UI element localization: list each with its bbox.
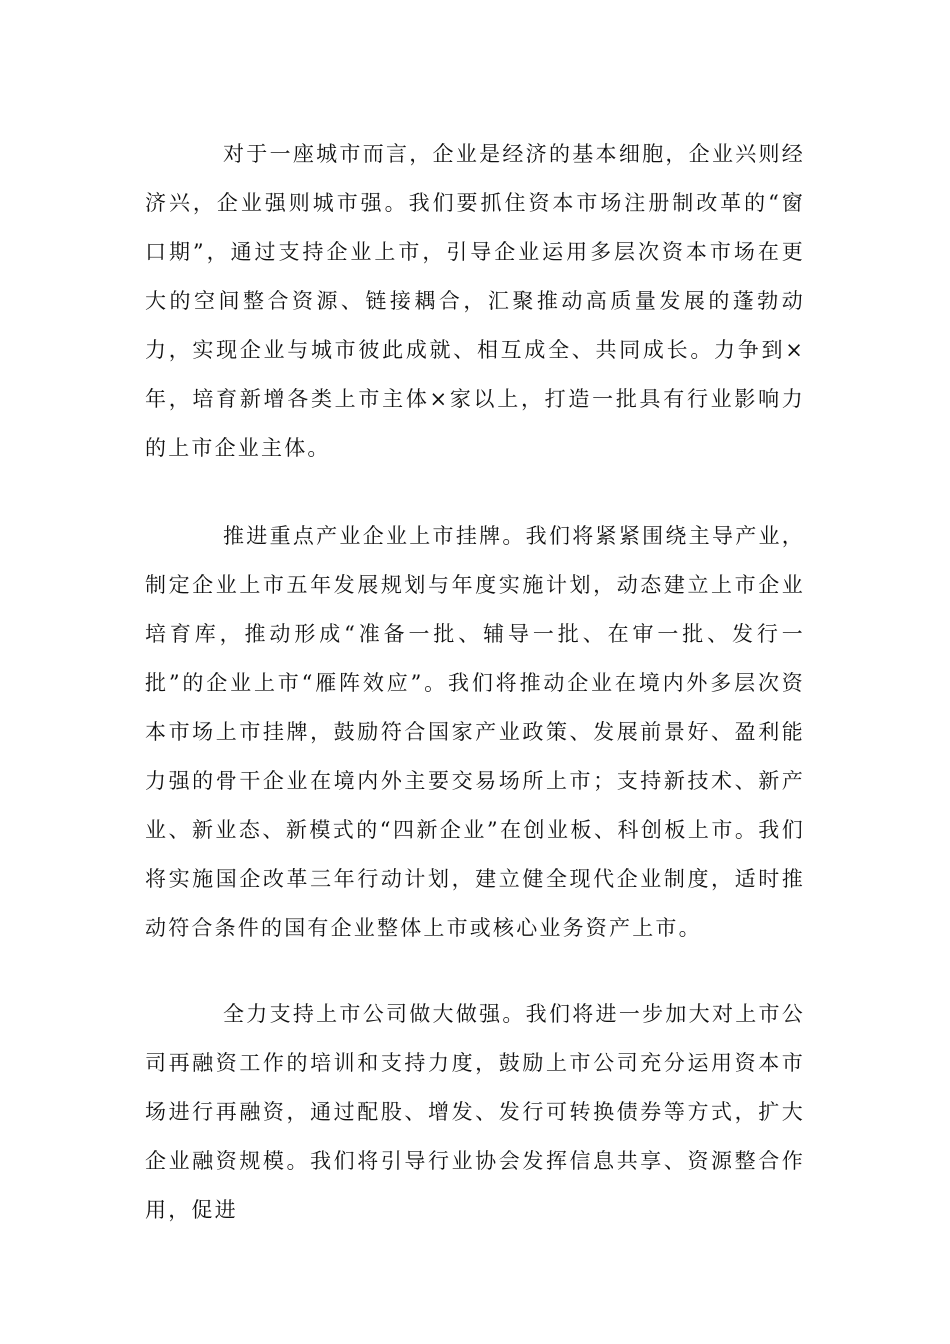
paragraph-2: 推进重点产业企业上市挂牌。我们将紧紧围绕主导产业，制定企业上市五年发展规划与年度实施计划，动态建立上市企业培育库，推动形成“准备一批、辅导一批、在审一批、发行一批”的企业上市“雁阵效应”。我们将推动企业在境内外多层次资本市场上市挂牌，鼓励符合国家产业政策、发展前景好、盈利能力强的骨干企业在境内外主要交易场所上市；支持新技术、新产业、新业态、新模式的“四新企业”在创业板、科创板上市。我们将实施国企改革三年行动计划，建立健全现代企业制度，适时推动符合条件的国有企业整体上市或核心业务资产上市。 [145,524,805,940]
paragraph-1: 对于一座城市而言，企业是经济的基本细胞，企业兴则经济兴，企业强则城市强。我们要抓住资本市场注册制改革的“窗口期”，通过支持企业上市，引导企业运用多层次资本市场在更大的空间整合资源、链接耦合，汇聚推动高质量发展的蓬勃动力，实现企业与城市彼此成就、相互成全、共同成长。力争到×年，培育新增各类上市主体×家以上，打造一批具有行业影响力的上市企业主体。 [145,142,805,460]
paragraph-3: 全力支持上市公司做大做强。我们将进一步加大对上市公司再融资工作的培训和支持力度，鼓励上市公司充分运用资本市场进行再融资，通过配股、增发、发行可转换债券等方式，扩大企业融资规模。我们将引导行业协会发挥信息共享、资源整合作用，促进 [145,1002,805,1222]
